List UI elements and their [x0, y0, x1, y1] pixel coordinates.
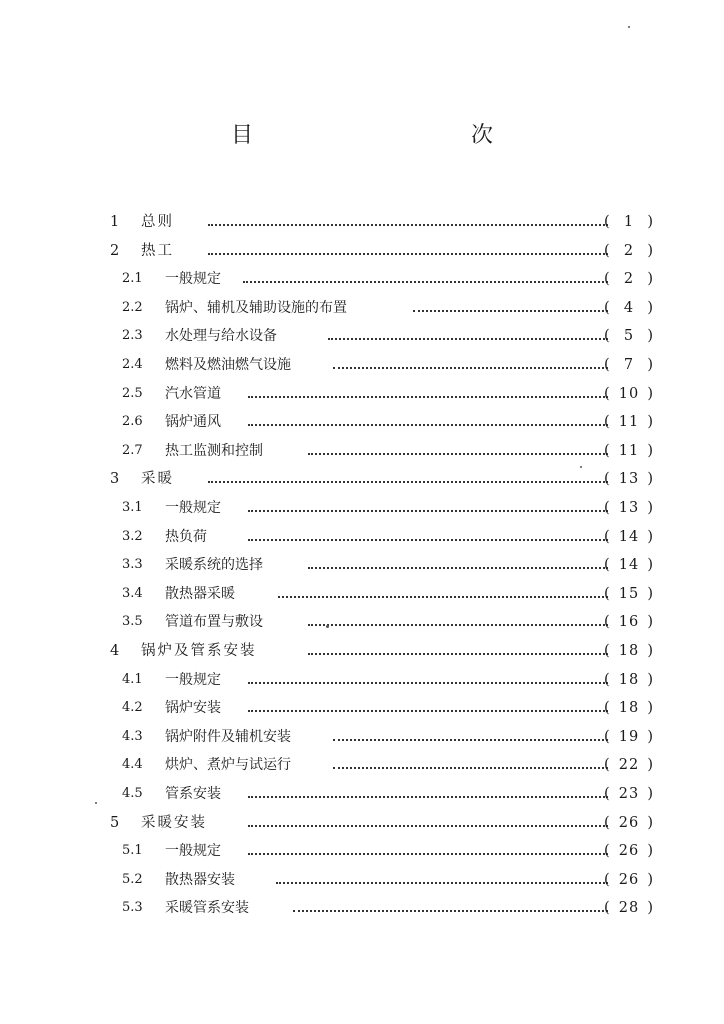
toc-entry-number: 3.3: [122, 557, 143, 573]
toc-entry: [0, 639, 724, 663]
dot-leader: [248, 853, 608, 855]
toc-entry-label: 锅炉、辅机及辅助设施的布置: [165, 299, 347, 316]
toc-entry-number: 4: [110, 643, 120, 659]
toc-entry-label: 采暖管系安装: [165, 900, 249, 917]
toc-entry: [0, 753, 724, 777]
toc-entry-label: 采暖系统的选择: [165, 557, 263, 574]
toc-entry-page: ( 22 ): [604, 753, 654, 777]
toc-entry-page: ( 13 ): [604, 467, 654, 491]
toc-entry: [0, 696, 724, 720]
toc-entry: [0, 582, 724, 606]
toc-entry-page: ( 26 ): [604, 811, 654, 835]
toc-entry-number: 2: [110, 242, 120, 259]
toc-entry: [0, 839, 724, 863]
toc-entry-number: 4.2: [122, 700, 143, 716]
toc-entry-page: ( 10 ): [604, 382, 654, 406]
dot-leader: [333, 767, 608, 769]
toc-entry: [0, 410, 724, 434]
toc-entry: [0, 782, 724, 806]
toc-entry-page: ( 2 ): [604, 239, 654, 263]
toc-entry-page: ( 1 ): [604, 210, 654, 234]
toc-entry-number: 2.6: [122, 414, 143, 430]
toc-entry-number: 1: [110, 214, 120, 230]
toc-entry-label: 管道布置与敷设: [165, 614, 263, 631]
dot-leader: [248, 510, 608, 512]
toc-entry-label: 散热器安装: [165, 871, 235, 888]
toc-title: 目 次: [230, 123, 551, 148]
toc-entry-page: ( 4 ): [604, 296, 654, 320]
dot-leader: [243, 281, 608, 283]
toc-entry-label: 燃料及燃油燃气设施: [165, 357, 291, 373]
toc-entry-number: 3.2: [122, 528, 143, 544]
toc-entry-label: 采暖: [141, 471, 174, 488]
toc-entry: [0, 496, 724, 520]
toc-entry-page: ( 14 ): [604, 553, 654, 577]
dot-leader: [333, 739, 608, 741]
toc-entry-page: ( 28 ): [604, 896, 654, 920]
dot-leader: [308, 653, 608, 655]
toc-entry-page: ( 15 ): [604, 582, 654, 606]
toc-entry: [0, 668, 724, 692]
toc-entry: [0, 267, 724, 291]
scan-speck: [326, 625, 329, 628]
toc-entry-page: ( 13 ): [604, 496, 654, 520]
toc-entry-page: ( 7 ): [604, 353, 654, 377]
toc-entry-number: 5.1: [122, 843, 143, 859]
dot-leader: [248, 825, 608, 827]
toc-entry: [0, 525, 724, 549]
toc-entry-label: 汽水管道: [165, 385, 221, 402]
dot-leader: [328, 338, 608, 340]
toc-entry-page: ( 2 ): [604, 267, 654, 291]
toc-entry-page: ( 23 ): [604, 782, 654, 806]
toc-entry-label: 锅炉及管系安装: [141, 643, 257, 659]
toc-entry-page: ( 18 ): [604, 696, 654, 720]
toc-entry-number: 2.1: [122, 271, 143, 287]
toc-entry: [0, 868, 724, 892]
toc-entry-number: 2.5: [122, 385, 143, 401]
toc-entry-label: 热工: [141, 242, 174, 259]
toc-entry-number: 2.7: [122, 442, 143, 458]
toc-entry-number: 4.1: [122, 671, 143, 687]
scan-speck: [95, 802, 97, 804]
toc-entry-label: 锅炉通风: [165, 414, 221, 431]
toc-entry-page: ( 18 ): [604, 639, 654, 663]
toc-entry-label: 总则: [141, 214, 174, 230]
toc-entry-number: 3.4: [122, 585, 143, 601]
dot-leader: [248, 796, 608, 798]
toc-entry-number: 3.1: [122, 500, 143, 515]
toc-entry-label: 烘炉、煮炉与试运行: [165, 757, 291, 774]
toc-entry-page: ( 5 ): [604, 324, 654, 348]
dot-leader: [308, 624, 608, 626]
scan-speck: [580, 466, 582, 468]
dot-leader: [248, 396, 608, 398]
toc-entry-number: 4.3: [122, 728, 143, 744]
toc-entry: [0, 811, 724, 835]
toc-entry-page: ( 19 ): [604, 725, 654, 749]
toc-entry-label: 散热器采暖: [165, 585, 235, 602]
toc-entry: [0, 610, 724, 634]
toc-entry-label: 一般规定: [165, 671, 221, 688]
toc-entry-label: 热负荷: [165, 528, 207, 545]
toc-entry-number: 4.4: [122, 757, 143, 773]
toc-entry-label: 锅炉安装: [165, 700, 221, 717]
toc-entry: [0, 382, 724, 406]
table-of-contents: [0, 210, 724, 930]
toc-entry-number: 2.2: [122, 299, 143, 315]
toc-entry-label: 一般规定: [165, 843, 221, 860]
scan-speck: [628, 26, 630, 28]
dot-leader: [293, 910, 608, 912]
toc-entry: [0, 439, 724, 463]
toc-entry-page: ( 18 ): [604, 668, 654, 692]
dot-leader: [278, 596, 608, 598]
dot-leader: [413, 310, 608, 312]
dot-leader: [248, 710, 608, 712]
toc-entry-label: 一般规定: [165, 271, 221, 288]
toc-entry: [0, 210, 724, 234]
dot-leader: [208, 481, 608, 483]
dot-leader: [333, 367, 608, 369]
toc-entry: [0, 725, 724, 749]
dot-leader: [248, 682, 608, 684]
toc-entry: [0, 296, 724, 320]
toc-entry-page: ( 16 ): [604, 610, 654, 634]
toc-entry-label: 锅炉附件及辅机安装: [165, 728, 291, 745]
toc-entry-page: ( 11 ): [604, 439, 654, 463]
toc-entry-number: 5.2: [122, 871, 143, 887]
toc-entry: [0, 553, 724, 577]
toc-entry-number: 2.3: [122, 328, 143, 344]
dot-leader: [248, 424, 608, 426]
dot-leader: [208, 224, 608, 226]
toc-entry: [0, 324, 724, 348]
dot-leader: [208, 253, 608, 255]
toc-entry-number: 3.5: [122, 614, 143, 630]
toc-entry: [0, 239, 724, 263]
dot-leader: [276, 882, 608, 884]
toc-entry-label: 水处理与给水设备: [165, 328, 277, 345]
toc-entry-number: 5.3: [122, 900, 143, 916]
dot-leader: [248, 539, 608, 541]
toc-entry: [0, 896, 724, 920]
toc-entry-page: ( 11 ): [604, 410, 654, 434]
toc-entry-page: ( 26 ): [604, 839, 654, 863]
toc-entry-page: ( 26 ): [604, 868, 654, 892]
toc-entry-number: 5: [110, 814, 120, 831]
toc-entry-label: 采暖安装: [141, 814, 207, 831]
toc-entry-number: 4.5: [122, 786, 143, 801]
toc-entry-number: 2.4: [122, 357, 143, 372]
toc-entry-label: 热工监测和控制: [165, 442, 263, 459]
toc-entry-label: 管系安装: [165, 786, 221, 802]
toc-entry: [0, 353, 724, 377]
dot-leader: [308, 567, 608, 569]
dot-leader: [308, 453, 608, 455]
toc-entry-page: ( 14 ): [604, 525, 654, 549]
toc-entry-number: 3: [110, 471, 120, 488]
toc-entry: [0, 467, 724, 491]
toc-entry-label: 一般规定: [165, 500, 221, 516]
